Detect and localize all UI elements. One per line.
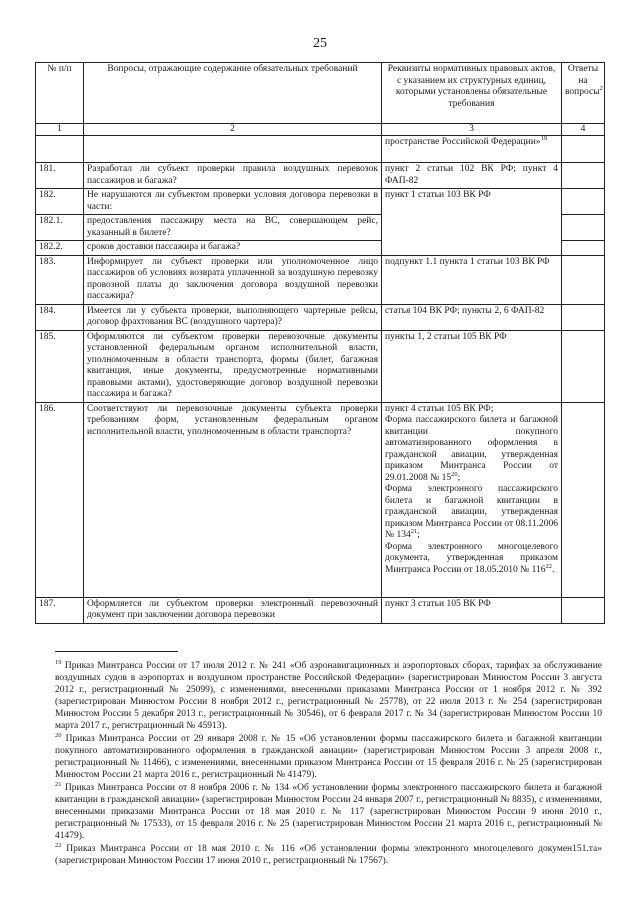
row-question: Разработал ли субъект проверки правила воздушных перевозок пассажиров и багажа?: [84, 163, 382, 189]
row-question: Информирует ли субъект проверки или уполномоченное лицо пассажиров об условиях возврата уплаченной за воздушную перевозку провозной платы до заключения договора воздушной перевозки пассажира?: [84, 255, 382, 304]
requisite-text: Форма электронного пассажирского билета и багажной квитанции в гражданской авиации, утвержденная приказом Минтранса России от 08.11.2006 № 134: [385, 484, 558, 540]
footnote-text: Приказ Минтранса России от 18 мая 2010 г. № 116 «Об установлении формы электронного многоцелевого докумен151.та» (зарегистрирован Минюстом России 17 июня 2010 г., регистрационный № 17567).: [55, 844, 603, 866]
requisite-line: Форма электронного многоцелевого документа, утвержденная приказом Минтранса России от 18.05.2010 № $116^{22}$.: [385, 541, 558, 575]
header-answers-sup: 2: [599, 84, 603, 92]
row-answer: [562, 255, 605, 304]
row-answer: [562, 597, 605, 623]
row-requisites: [382, 402, 562, 597]
row-question: Оформляются ли субъектом проверки перевозочные документы установленной федеральным органом исполнительной власти, уполномоченным в области транспорта, формы (билет, багажная квитанция, иные документы, предусмотренные нормативными правовыми актами), удостоверяющие договор воздушной перевозки пассажира и багажа?: [84, 330, 382, 402]
requisite-sup: 20: [451, 470, 458, 478]
row-question: Не нарушаются ли субъектом проверки условия договора перевозки в части:: [84, 189, 382, 215]
table-row: [36, 402, 605, 597]
row-number: 181.: [36, 163, 84, 189]
row-answer: [562, 163, 605, 189]
header-question: Вопросы, отражающие содержание обязательных требований: [84, 63, 382, 124]
footnote-text: Приказ Минтранса России от 17 июля 2012 г. № 241 «Об аэронавигационных и аэропортовых сборах, тарифах за обслуживание воздушных судов в аэропортах и воздушном пространстве Российской Федерации» (зарегистрирован Минюстом России 3 августа 2012 г., регистрационный № 25099), с изменениями, внесенными приказами Минтранса России от 1 ноября 2012 г. № 392 (зарегистрирован Минюстом России 8 ноября 2012 г., регистрационный № 25778), от 22 июля 2013 г. № 254 (зарегистрирован Минюстом России 5 декабря 2013 г., регистрационный № 30546), от 6 февраля 2017 г. № 34 (зарегистрирован Минюстом России 10 марта 2017 г., регистрационный № 45913).: [55, 661, 602, 731]
row-requisites-sup: 19: [540, 134, 548, 142]
row-question: сроков доставки пассажира и багажа?: [84, 241, 382, 256]
footnote: [55, 660, 602, 732]
row-question: [84, 136, 382, 163]
header-no: № п/п: [36, 63, 84, 124]
page-number: 25: [313, 36, 327, 51]
row-number: 185.: [36, 330, 84, 402]
footnote: [55, 733, 602, 781]
requisite-text: пункт 4 статьи 105 ВК РФ;: [385, 403, 494, 414]
row-number: 182.2.: [36, 241, 84, 256]
requisite-text: Форма пассажирского билета и багажной квитанции покупного автоматизированного оформления в гражданской авиации, утвержденная приказом Минтранса России от 29.01.2008 № 15: [385, 415, 558, 483]
row-question: предоставления пассажиру места на ВС, совершающем рейс, указанный в билете?: [84, 215, 382, 241]
footnote-number: 20: [55, 731, 62, 739]
footnote: [55, 843, 602, 867]
row-question: Соответствуют ли перевозочные документы субъекта проверки требованиям форм, установленным федеральным органом исполнительной власти, уполномоченным в области транспорта?: [84, 402, 382, 597]
row-requisites: пункты 1, 2 статьи 105 ВК РФ: [382, 330, 562, 402]
row-requisites-text: пространстве Российской Федерации»: [385, 137, 541, 147]
index-cell: 3: [382, 124, 562, 136]
index-row: [36, 124, 605, 136]
requisite-text: Форма электронного многоцелевого документа, утвержденная приказом Минтранса России от 18.05.2010 № 116: [385, 541, 558, 575]
row-answer: [562, 241, 605, 256]
footnote: [55, 782, 602, 842]
requisite-line: Форма электронного пассажирского билета и багажной квитанции в гражданской авиации, утвержденная приказом Минтранса России от 08.11.2006 № $134^{21}$;: [385, 484, 558, 540]
header-answers-text: Ответы на вопросы: [565, 64, 600, 97]
index-cell: 2: [84, 124, 382, 136]
table-row: [36, 136, 605, 163]
row-answer: [562, 215, 605, 241]
table-row: [36, 304, 605, 330]
row-answer: [562, 330, 605, 402]
header-requisites: Реквизиты нормативных правовых актов, с указанием их структурных единиц, которыми установлены обязательные требования: [382, 63, 562, 124]
row-number: 187.: [36, 597, 84, 623]
requisite-sup: 22: [545, 562, 552, 570]
footnotes: [55, 660, 602, 868]
row-requisites: пункт 1 статьи 103 ВК РФ: [382, 189, 562, 256]
row-number: 182.: [36, 189, 84, 215]
row-answer: [562, 189, 605, 215]
requisite-line: [385, 404, 558, 416]
index-cell: 4: [562, 124, 605, 136]
row-number: 186.: [36, 402, 84, 597]
footnote-text: Приказ Минтранса России от 29 января 2008 г. № 15 «Об установлении формы пассажирского билета и багажной квитанции покупного автоматизированного оформления в гражданской авиации» (зарегистрирован Минюстом России 3 апреля 2008 г., регистрационный № 11466), с изменениями, внесенными приказом Минтранса России от 15 февраля 2016 г. № 25 (зарегистрирован Минюстом России 21 марта 2016 г., регистрационный № 41479).: [55, 734, 602, 780]
footnote-number: 22: [55, 841, 62, 849]
requisite-sup: 21: [410, 527, 418, 535]
table-row: [36, 255, 605, 304]
row-answer: [562, 136, 605, 163]
row-answer: [562, 304, 605, 330]
row-number: 182.1.: [36, 215, 84, 241]
footnote-number: 19: [55, 658, 62, 666]
footnote-text: Приказ Минтранса России от 8 ноября 2006 г. № 134 «Об установлении формы электронного пассажирского билета и багажной квитанции в гражданской авиации» (зарегистрирован Минюстом России 24 января 2007 г., регистрационный № 8835), с изменениями, внесенными приказами Минтранса России от 18 мая 2010 г. № 117 (зарегистрирован Минюстом России 9 июня 2010 г., регистрационный № 17533), от 15 февраля 2016 г. № 25 (зарегистрирован Минюстом России 21 марта 2016 г., регистрационный № 41479).: [55, 783, 603, 841]
footnote-number: 21: [55, 780, 62, 788]
index-cell: 1: [36, 124, 84, 136]
row-requisites: статья 104 ВК РФ; пункты 2, 6 ФАП-82: [382, 304, 562, 330]
table-row: [36, 597, 605, 623]
requirements-table: [35, 62, 605, 624]
row-question: Имеется ли у субъекта проверки, выполняющего чартерные рейсы, договор фрахтования ВС (воздушного чартера)?: [84, 304, 382, 330]
table-row: [36, 189, 605, 215]
table-row: [36, 330, 605, 402]
row-question: Оформляется ли субъектом проверки электронный перевозочный документ при заключении договора перевозки: [84, 597, 382, 623]
footnote-divider: [55, 651, 178, 652]
row-number: 184.: [36, 304, 84, 330]
table-row: [36, 163, 605, 189]
header-answers: [562, 63, 605, 124]
requisite-line: Форма пассажирского билета и багажной квитанции покупного автоматизированного оформления в гражданской авиации, утвержденная приказом Минтранса России от 29.01.2008 № $15^{20}$;: [385, 415, 558, 483]
table-header-row: [36, 63, 605, 124]
row-answer: [562, 402, 605, 597]
row-requisites: [382, 136, 562, 163]
row-requisites: подпункт 1.1 пункта 1 статьи 103 ВК РФ: [382, 255, 562, 304]
row-number: 183.: [36, 255, 84, 304]
row-number: [36, 136, 84, 163]
row-requisites: пункт 3 статьи 105 ВК РФ: [382, 597, 562, 623]
row-requisites: пункт 2 статьи 102 ВК РФ; пункт 4 ФАП-82: [382, 163, 562, 189]
